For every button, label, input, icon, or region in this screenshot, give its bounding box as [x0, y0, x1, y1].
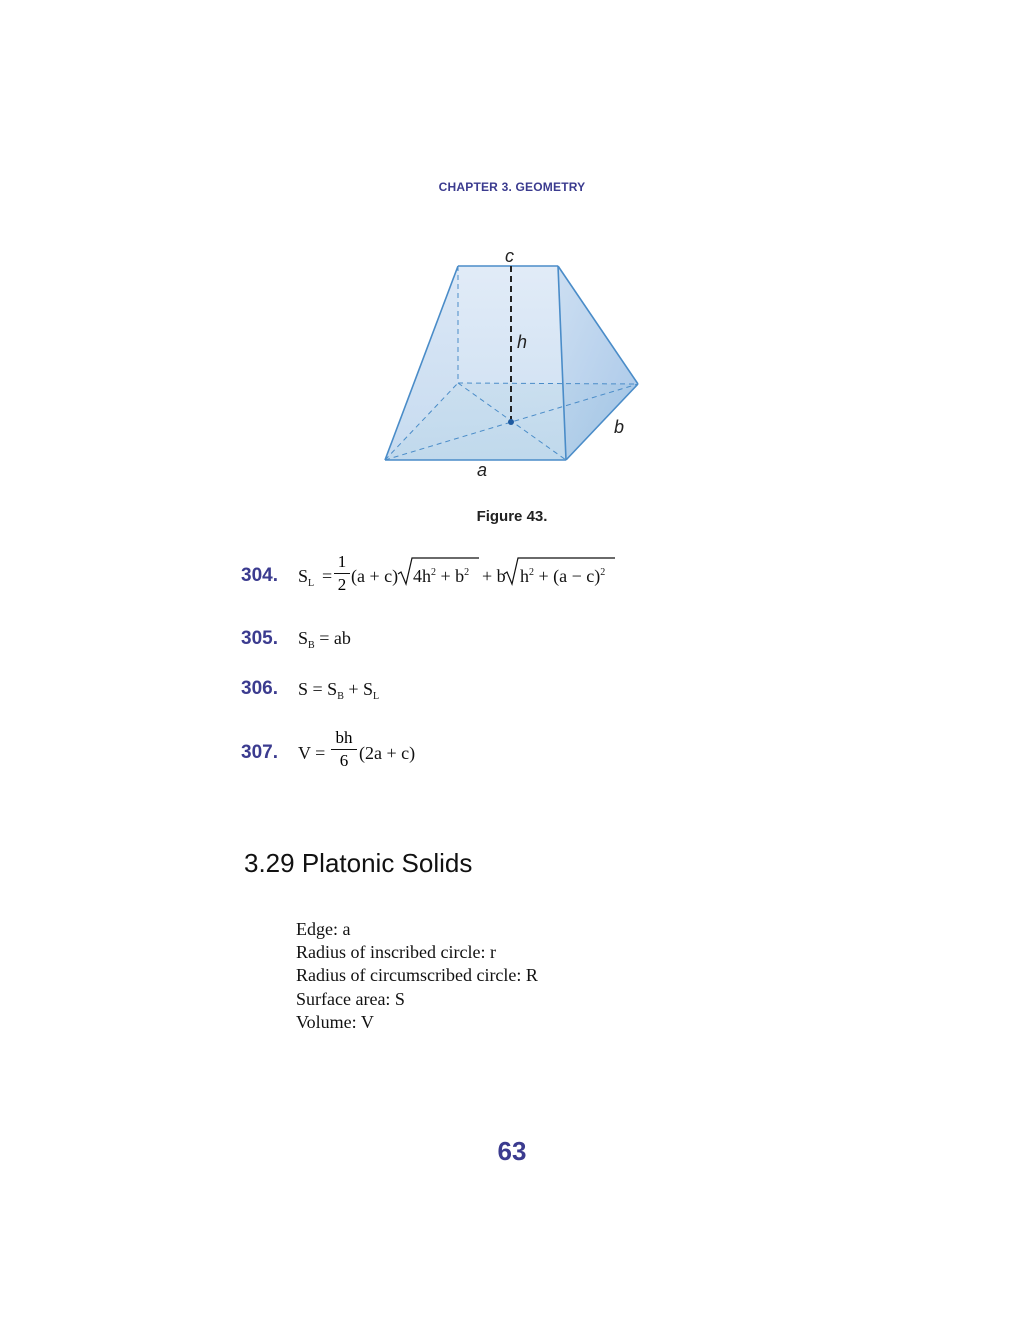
section-title: 3.29 Platonic Solids — [244, 848, 473, 878]
formula-lhs: S — [298, 566, 309, 586]
formula-305: $S_B$ = ab — [298, 628, 351, 651]
fraction-numerator: bh — [335, 728, 353, 747]
fraction-denominator: 6 — [339, 751, 349, 770]
term-plus-b: + b — [482, 566, 506, 586]
label-h: h — [517, 332, 528, 352]
equals-sign: = — [322, 566, 333, 586]
parameter-item: Surface area: S — [296, 989, 405, 1009]
page-number: 63 — [497, 1136, 527, 1166]
formula-304 — [298, 566, 314, 589]
formula-307-rhs: (2a + c) — [359, 743, 416, 763]
radicand-1: $4h^2 + b^2$ — [413, 566, 470, 586]
frustum-figure — [370, 240, 670, 485]
label-c: c — [505, 246, 514, 266]
fraction-bh-over-6 — [331, 728, 357, 771]
radicand-2: $h^2 + (a - c)^2$ — [520, 566, 606, 586]
fraction-denominator: 2 — [337, 575, 347, 594]
formula-subscript: L — [308, 578, 315, 589]
parameter-item: Volume: V — [296, 1012, 374, 1032]
label-b: b — [614, 417, 625, 437]
formula-307-lhs: V = — [298, 743, 326, 763]
running-header: CHAPTER 3. GEOMETRY — [438, 180, 586, 194]
formula-number: 304. — [241, 565, 278, 586]
formula-number: 305. — [241, 628, 278, 649]
formula-number: 306. — [241, 678, 278, 699]
parameter-item: Radius of inscribed circle: r — [296, 942, 496, 962]
label-a: a — [477, 460, 488, 480]
height-foot-dot — [508, 419, 514, 425]
fraction-numerator: 1 — [337, 552, 347, 571]
term-a-plus-c: (a + c) — [351, 566, 399, 586]
parameter-item: Edge: a — [296, 919, 351, 939]
formula-306: $S = S_B + S_L$ — [298, 679, 380, 702]
parameter-item: Radius of circumscribed circle: R — [296, 965, 538, 985]
formula-number: 307. — [241, 742, 278, 763]
fraction-one-half — [334, 552, 350, 595]
figure-caption: Figure 43. — [476, 508, 548, 525]
right-face — [558, 266, 638, 460]
